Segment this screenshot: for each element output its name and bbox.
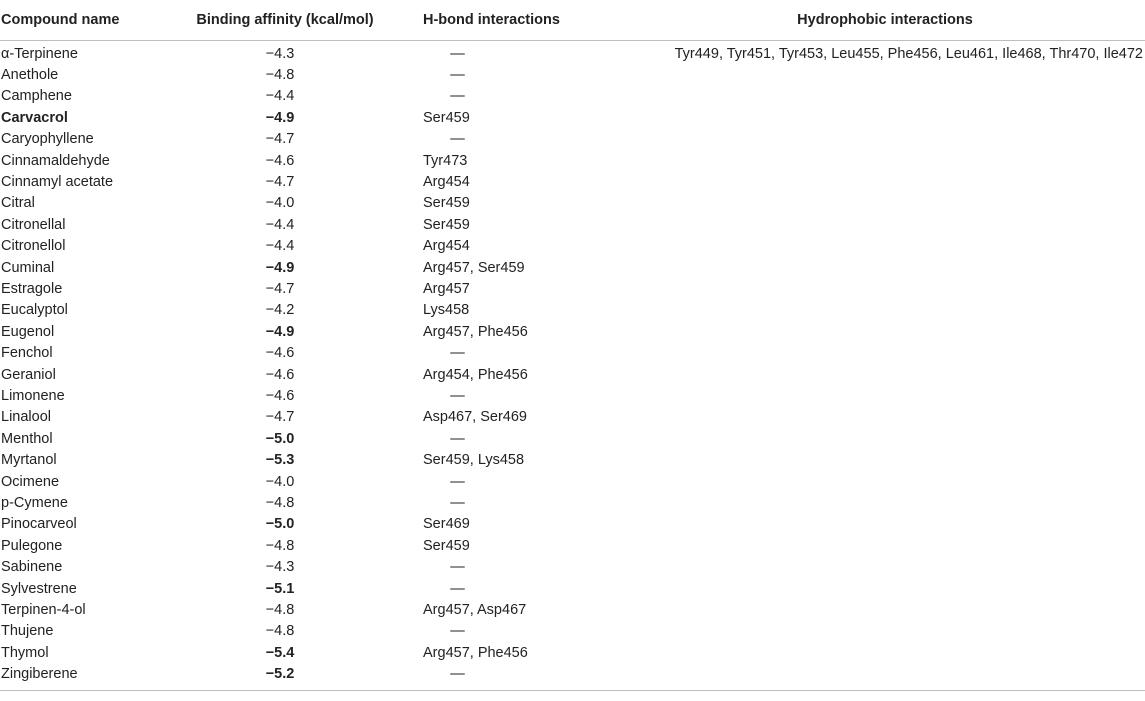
binding-affinity-cell: −4.6 <box>265 345 295 362</box>
hydrophobic-interactions-cell <box>625 108 1145 129</box>
compound-name-cell: Sylvestrene <box>1 580 77 597</box>
binding-affinity-cell: −5.0 <box>265 430 295 447</box>
compound-name-cell: Myrtanol <box>1 452 57 469</box>
compound-name-cell: Sabinene <box>1 559 63 576</box>
table-row <box>0 643 1145 664</box>
compound-name-cell: Thymol <box>1 644 49 661</box>
table-row <box>0 407 1145 428</box>
hbond-interactions-cell: Ser469 <box>423 516 470 533</box>
hydrophobic-interactions-cell <box>625 172 1145 193</box>
hydrophobic-interactions-cell <box>625 429 1145 450</box>
table-row <box>0 557 1145 578</box>
hydrophobic-interactions-cell: Tyr449, Tyr451, Tyr453, Leu455, Phe456, Leu461, Ile468, Thr470, Ile472 <box>674 45 1143 62</box>
table-row <box>0 258 1145 279</box>
binding-affinity-cell: −4.7 <box>265 131 295 148</box>
table-row <box>0 300 1145 321</box>
binding-affinity-cell: −4.9 <box>265 323 295 340</box>
table-body <box>0 40 1145 690</box>
binding-affinity-cell: −4.3 <box>265 45 295 62</box>
table-row <box>0 621 1145 642</box>
hbond-interactions-cell: Arg454 <box>423 173 470 190</box>
compound-name-cell: Caryophyllene <box>1 131 94 148</box>
binding-affinity-cell: −4.4 <box>265 238 295 255</box>
hbond-interactions-cell: Arg457, Phe456 <box>423 644 528 661</box>
binding-affinity-cell: −5.3 <box>265 452 295 469</box>
table-row <box>0 493 1145 514</box>
hydrophobic-interactions-cell <box>625 386 1145 407</box>
hydrophobic-interactions-cell <box>625 643 1145 664</box>
binding-affinity-cell: −4.9 <box>265 259 295 276</box>
hbond-interactions-cell: — <box>450 131 465 148</box>
hbond-interactions-cell: — <box>450 430 465 447</box>
compound-name-cell: Estragole <box>1 280 63 297</box>
binding-affinity-cell: −4.2 <box>265 302 295 319</box>
hydrophobic-interactions-cell <box>625 343 1145 364</box>
binding-affinity-cell: −4.8 <box>265 495 295 512</box>
hydrophobic-interactions-cell <box>625 65 1145 86</box>
table-row <box>0 193 1145 214</box>
compound-name-cell: Linalool <box>1 409 51 426</box>
binding-affinity-cell: −5.1 <box>265 580 295 597</box>
table-row <box>0 236 1145 257</box>
hbond-interactions-cell: Ser459 <box>423 216 470 233</box>
compound-name-cell: Citronellal <box>1 216 66 233</box>
compound-name-cell: Fenchol <box>1 345 53 362</box>
table-row <box>0 65 1145 86</box>
binding-affinity-cell: −4.8 <box>265 537 295 554</box>
table-row <box>0 472 1145 493</box>
hbond-interactions-cell: Arg457, Ser459 <box>423 259 525 276</box>
table-row <box>0 86 1145 107</box>
hbond-interactions-cell: — <box>450 88 465 105</box>
hydrophobic-interactions-cell <box>625 236 1145 257</box>
table-row <box>0 450 1145 471</box>
hbond-interactions-cell: Lys458 <box>423 302 470 319</box>
hydrophobic-interactions-cell <box>625 365 1145 386</box>
binding-affinity-cell: −5.0 <box>265 516 295 533</box>
compound-name-cell: Cuminal <box>1 259 55 276</box>
hydrophobic-interactions-cell <box>625 300 1145 321</box>
binding-affinity-cell: −4.6 <box>265 388 295 404</box>
hydrophobic-interactions-cell <box>625 621 1145 642</box>
hbond-interactions-cell: Arg454, Phe456 <box>423 366 528 383</box>
hbond-interactions-cell: — <box>450 345 465 362</box>
compound-name-cell: Carvacrol <box>1 109 68 126</box>
table-row <box>0 600 1145 621</box>
table-row <box>0 215 1145 236</box>
compound-name-cell: Geraniol <box>1 366 56 383</box>
hydrophobic-interactions-cell <box>625 129 1145 150</box>
header-compound-name: Compound name <box>0 0 160 40</box>
header-binding-affinity: Binding affinity (kcal/mol) <box>160 0 410 40</box>
hbond-interactions-cell: Arg454 <box>423 238 470 255</box>
hbond-interactions-cell: — <box>410 664 625 690</box>
hydrophobic-interactions-cell <box>625 258 1145 279</box>
compound-name-cell: α-Terpinene <box>1 45 78 62</box>
binding-affinity-cell: −4.8 <box>265 602 295 619</box>
table-row <box>0 151 1145 172</box>
hydrophobic-interactions-cell <box>625 407 1145 428</box>
compound-name-cell: Citral <box>1 195 35 212</box>
hydrophobic-interactions-cell <box>625 664 1145 690</box>
compound-name-cell: Cinnamyl acetate <box>1 173 114 190</box>
hydrophobic-interactions-cell <box>625 215 1145 236</box>
hbond-interactions-cell: — <box>450 388 465 404</box>
hydrophobic-interactions-cell <box>625 493 1145 514</box>
binding-affinity-cell: −4.6 <box>265 152 295 169</box>
compound-name-cell: p-Cymene <box>1 495 68 512</box>
hydrophobic-interactions-cell <box>625 557 1145 578</box>
table-row <box>0 365 1145 386</box>
header-hbond-interactions: H-bond interactions <box>410 0 625 40</box>
hbond-interactions-cell: Arg457 <box>423 280 470 297</box>
compound-name-cell: Camphene <box>1 88 72 105</box>
binding-affinity-cell: −5.4 <box>265 644 295 661</box>
table-row <box>0 429 1145 450</box>
hbond-interactions-cell: — <box>450 580 465 597</box>
binding-affinity-cell: −5.2 <box>160 664 410 690</box>
hydrophobic-interactions-cell <box>625 579 1145 600</box>
binding-affinity-cell: −4.4 <box>265 216 295 233</box>
hbond-interactions-cell: — <box>450 495 465 512</box>
hydrophobic-interactions-cell <box>625 472 1145 493</box>
hydrophobic-interactions-cell <box>625 536 1145 557</box>
hydrophobic-interactions-cell <box>625 279 1145 300</box>
binding-affinity-cell: −4.7 <box>265 173 295 190</box>
hydrophobic-interactions-cell <box>625 450 1145 471</box>
header-hydrophobic-interactions: Hydrophobic interactions <box>625 0 1145 40</box>
hbond-interactions-cell: Arg457, Phe456 <box>423 323 528 340</box>
hydrophobic-interactions-cell <box>625 600 1145 621</box>
compound-name-cell: Terpinen-4-ol <box>1 602 86 619</box>
hydrophobic-interactions-cell <box>625 151 1145 172</box>
hbond-interactions-cell: — <box>450 559 465 576</box>
table-row <box>0 279 1145 300</box>
table-row <box>0 664 1145 690</box>
compound-name-cell: Anethole <box>1 66 59 83</box>
binding-affinity-cell: −4.6 <box>265 366 295 383</box>
hbond-interactions-cell: Ser459 <box>423 537 470 554</box>
binding-affinity-cell: −4.9 <box>265 109 295 126</box>
hbond-interactions-cell: Asp467, Ser469 <box>423 409 527 426</box>
table-row <box>0 129 1145 150</box>
hbond-interactions-cell: — <box>450 623 465 640</box>
hbond-interactions-cell: Tyr473 <box>423 152 468 169</box>
table-row <box>0 343 1145 364</box>
table-row <box>0 536 1145 557</box>
binding-affinity-cell: −4.8 <box>265 66 295 83</box>
hydrophobic-interactions-cell <box>625 86 1145 107</box>
binding-affinity-cell: −4.0 <box>265 473 295 490</box>
compound-name-cell: Limonene <box>1 388 65 404</box>
compound-name-cell: Eucalyptol <box>1 302 68 319</box>
hbond-interactions-cell: — <box>450 45 465 62</box>
binding-affinity-cell: −4.3 <box>265 559 295 576</box>
table-row <box>0 322 1145 343</box>
compound-name-cell: Ocimene <box>1 473 60 490</box>
hbond-interactions-cell: Ser459 <box>423 109 470 126</box>
table-header-row <box>0 0 1145 40</box>
hbond-interactions-cell: — <box>450 66 465 83</box>
hbond-interactions-cell: — <box>450 473 465 490</box>
table-row <box>0 579 1145 600</box>
table-row <box>0 386 1145 407</box>
compound-name-cell: Citronellol <box>1 238 66 255</box>
table-row <box>0 514 1145 535</box>
hydrophobic-interactions-cell <box>625 193 1145 214</box>
table-row <box>0 108 1145 129</box>
binding-affinity-cell: −4.7 <box>265 409 295 426</box>
hydrophobic-interactions-cell <box>625 322 1145 343</box>
binding-affinity-cell: −4.4 <box>265 88 295 105</box>
compound-name-cell: Pinocarveol <box>1 516 77 533</box>
binding-affinity-cell: −4.0 <box>265 195 295 212</box>
hydrophobic-interactions-cell <box>625 514 1145 535</box>
hbond-interactions-cell: Ser459, Lys458 <box>423 452 525 469</box>
compound-name-cell: Thujene <box>1 623 54 640</box>
hbond-interactions-cell: Ser459 <box>423 195 470 212</box>
binding-affinity-cell: −4.7 <box>265 280 295 297</box>
table-row <box>0 40 1145 65</box>
binding-affinity-cell: −4.8 <box>265 623 295 640</box>
table-row <box>0 172 1145 193</box>
compound-name-cell: Zingiberene <box>0 664 160 690</box>
compound-name-cell: Eugenol <box>1 323 55 340</box>
compound-name-cell: Pulegone <box>1 537 63 554</box>
compound-name-cell: Menthol <box>1 430 53 447</box>
compound-name-cell: Cinnamaldehyde <box>1 152 110 169</box>
hbond-interactions-cell: Arg457, Asp467 <box>423 602 527 619</box>
